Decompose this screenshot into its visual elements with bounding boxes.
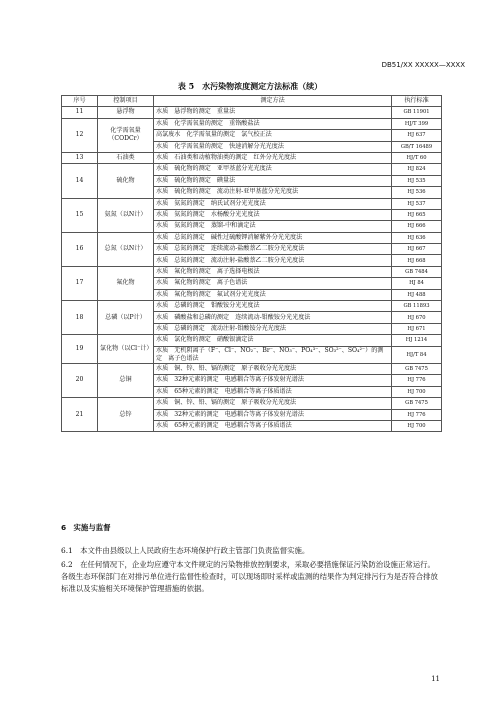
standard-code-cell: HJ 776: [392, 375, 442, 386]
standard-code-cell: HJ 1214: [392, 335, 442, 346]
test-method: 水质 65种元素的测定 电感耦合等离子体质谱法: [154, 386, 392, 397]
control-item: 总氮（以N计）: [98, 232, 154, 266]
row-number: 20: [62, 364, 98, 398]
standard-code-cell: HJ 665: [392, 209, 442, 220]
row-number: 19: [62, 335, 98, 364]
control-item: 总铜: [98, 364, 154, 398]
table-row: [62, 301, 442, 312]
test-method: 水质 悬浮物的测定 重量法: [154, 107, 392, 118]
table-header-row: [62, 96, 442, 107]
standard-code-cell: GB 11893: [392, 301, 442, 312]
test-method: 水质 32种元素的测定 电感耦合等离子体发射光谱法: [154, 409, 392, 420]
standard-code-cell: HJ 84: [392, 278, 442, 289]
paragraph: 6.1 本文件由县级以上人民政府生态环境保护行政主管部门负责监督实施。: [61, 546, 310, 555]
row-number: 13: [62, 152, 98, 163]
standard-code-cell: HJ 536: [392, 187, 442, 198]
test-method: 水质 氟化物的测定 氟试剂分光光度法: [154, 289, 392, 300]
column-header: 执行标准: [392, 96, 442, 107]
test-method: 高氯废水 化学需氧量的测定 氯气校正法: [154, 130, 392, 141]
standard-code-cell: HJ 670: [392, 312, 442, 323]
row-number: 18: [62, 301, 98, 335]
control-item: 硫化物: [98, 164, 154, 198]
test-method: 水质 铜、锌、铅、镉的测定 原子吸收分光光度法: [154, 398, 392, 409]
standard-code-cell: HJ 700: [392, 386, 442, 397]
control-item: 总锌: [98, 398, 154, 432]
row-number: 21: [62, 398, 98, 432]
table-row: [62, 232, 442, 243]
standard-code-cell: HJ/T 60: [392, 152, 442, 163]
standard-code-cell: HJ 636: [392, 232, 442, 243]
table-row: [62, 198, 442, 209]
test-method: 水质 硫化物的测定 流动注射-亚甲基蓝分光光度法: [154, 187, 392, 198]
standard-code-cell: HJ/T 399: [392, 118, 442, 129]
column-header: 控制项目: [98, 96, 154, 107]
test-method: 水质 氯化物的测定 硝酸银滴定法: [154, 335, 392, 346]
standard-code-cell: HJ 666: [392, 221, 442, 232]
control-item: 石油类: [98, 152, 154, 163]
standard-code-cell: GB/T 16489: [392, 141, 442, 152]
test-method: 水质 磷酸盐和总磷的测定 连续流动-钼酸铵分光光度法: [154, 312, 392, 323]
control-item: 氟化物: [98, 266, 154, 300]
standard-code-cell: HJ 776: [392, 409, 442, 420]
test-method: 水质 氨氮的测定 水杨酸分光光度法: [154, 209, 392, 220]
test-method: 水质 硫化物的测定 碘量法: [154, 175, 392, 186]
table-row: [62, 152, 442, 163]
test-method: 水质 32种元素的测定 电感耦合等离子体发射光谱法: [154, 375, 392, 386]
test-method: 水质 氟化物的测定 离子选择电极法: [154, 266, 392, 277]
test-method: 水质 总磷的测定 流动注射-钼酸铵分光光度法: [154, 323, 392, 334]
column-header: 序号: [62, 96, 98, 107]
control-item: 氨氮（以N计）: [98, 198, 154, 232]
page-number: 11: [431, 675, 440, 683]
test-method: 水质 65种元素的测定 电感耦合等离子体质谱法: [154, 420, 392, 431]
row-number: 16: [62, 232, 98, 266]
row-number: 11: [62, 107, 98, 118]
table-body: [62, 107, 442, 432]
test-method: 水质 铜、锌、铅、镉的测定 原子吸收分光光度法: [154, 364, 392, 375]
standard-code-cell: HJ 667: [392, 244, 442, 255]
control-item: 总磷（以P计）: [98, 301, 154, 335]
paragraph: 6.2 在任何情况下，企业均应遵守本文件规定的污染物排放控制要求，采取必要措施保证污染防治设施正常运行。各级生态环保部门在对排污单位进行监督性检查时，可以现场即时采样或监测的结果作为判定排污行为是否符合排放标准以及实施相关环境保护管理措施的依据。: [61, 560, 438, 593]
control-item: 氯化物（以Cl⁻计）: [98, 335, 154, 364]
table-row: [62, 107, 442, 118]
table-row: [62, 335, 442, 346]
standard-code-cell: GB 7484: [392, 266, 442, 277]
standard-code: DB51/XX XXXXX—XXXX: [381, 61, 465, 69]
test-method: 水质 总氮的测定 流动注射-盐酸萘乙二胺分光光度法: [154, 255, 392, 266]
standard-code-cell: HJ 671: [392, 323, 442, 334]
standard-code-cell: GB 11901: [392, 107, 442, 118]
standard-code-cell: GB 7475: [392, 398, 442, 409]
row-number: 14: [62, 164, 98, 198]
test-method: 水质 无机阴离子（F⁻、Cl⁻、NO₂⁻、Br⁻、NO₃⁻、PO₄³⁻、SO₃²⁻、SO₄²⁻）的测定 离子色谱法: [154, 346, 392, 363]
standard-code-cell: HJ 637: [392, 130, 442, 141]
test-method: 水质 氨氮的测定 纳氏试剂分光光度法: [154, 198, 392, 209]
test-method: 水质 化学需氧量的测定 快速消解分光光度法: [154, 141, 392, 152]
test-method: 水质 氨氮的测定 蒸馏-中和滴定法: [154, 221, 392, 232]
table-row: [62, 118, 442, 129]
standard-code-cell: HJ 824: [392, 164, 442, 175]
standard-code-cell: HJ 700: [392, 420, 442, 431]
section-title: 6 实施与监督: [61, 523, 111, 532]
standard-code-cell: HJ/T 84: [392, 346, 442, 363]
table-row: [62, 364, 442, 375]
table-row: [62, 398, 442, 409]
test-method: 水质 总磷的测定 钼酸铵分光光度法: [154, 301, 392, 312]
test-method: 水质 氟化物的测定 离子色谱法: [154, 278, 392, 289]
row-number: 17: [62, 266, 98, 300]
test-method: 水质 总氮的测定 连续流动-盐酸萘乙二胺分光光度法: [154, 244, 392, 255]
test-method: 水质 总氮的测定 碱性过硫酸钾消解紫外分光光度法: [154, 232, 392, 243]
methods-table: [61, 95, 442, 432]
table-caption: 表 5 水污染物浓度测定方法标准（续）: [177, 81, 323, 91]
standard-code-cell: HJ 668: [392, 255, 442, 266]
standard-code-cell: HJ 537: [392, 198, 442, 209]
table-row: [62, 266, 442, 277]
row-number: 15: [62, 198, 98, 232]
control-item: 化学需氧量（CODCr）: [98, 118, 154, 152]
column-header: 测定方法: [154, 96, 392, 107]
row-number: 12: [62, 118, 98, 152]
standard-code-cell: HJ 488: [392, 289, 442, 300]
standard-code-cell: HJ 535: [392, 175, 442, 186]
test-method: 水质 化学需氧量的测定 重铬酸盐法: [154, 118, 392, 129]
test-method: 水质 硫化物的测定 亚甲基蓝分光光度法: [154, 164, 392, 175]
standard-code-cell: GB 7475: [392, 364, 442, 375]
control-item: 悬浮物: [98, 107, 154, 118]
table-row: [62, 164, 442, 175]
test-method: 水质 石油类和动植物油类的测定 红外分光光度法: [154, 152, 392, 163]
